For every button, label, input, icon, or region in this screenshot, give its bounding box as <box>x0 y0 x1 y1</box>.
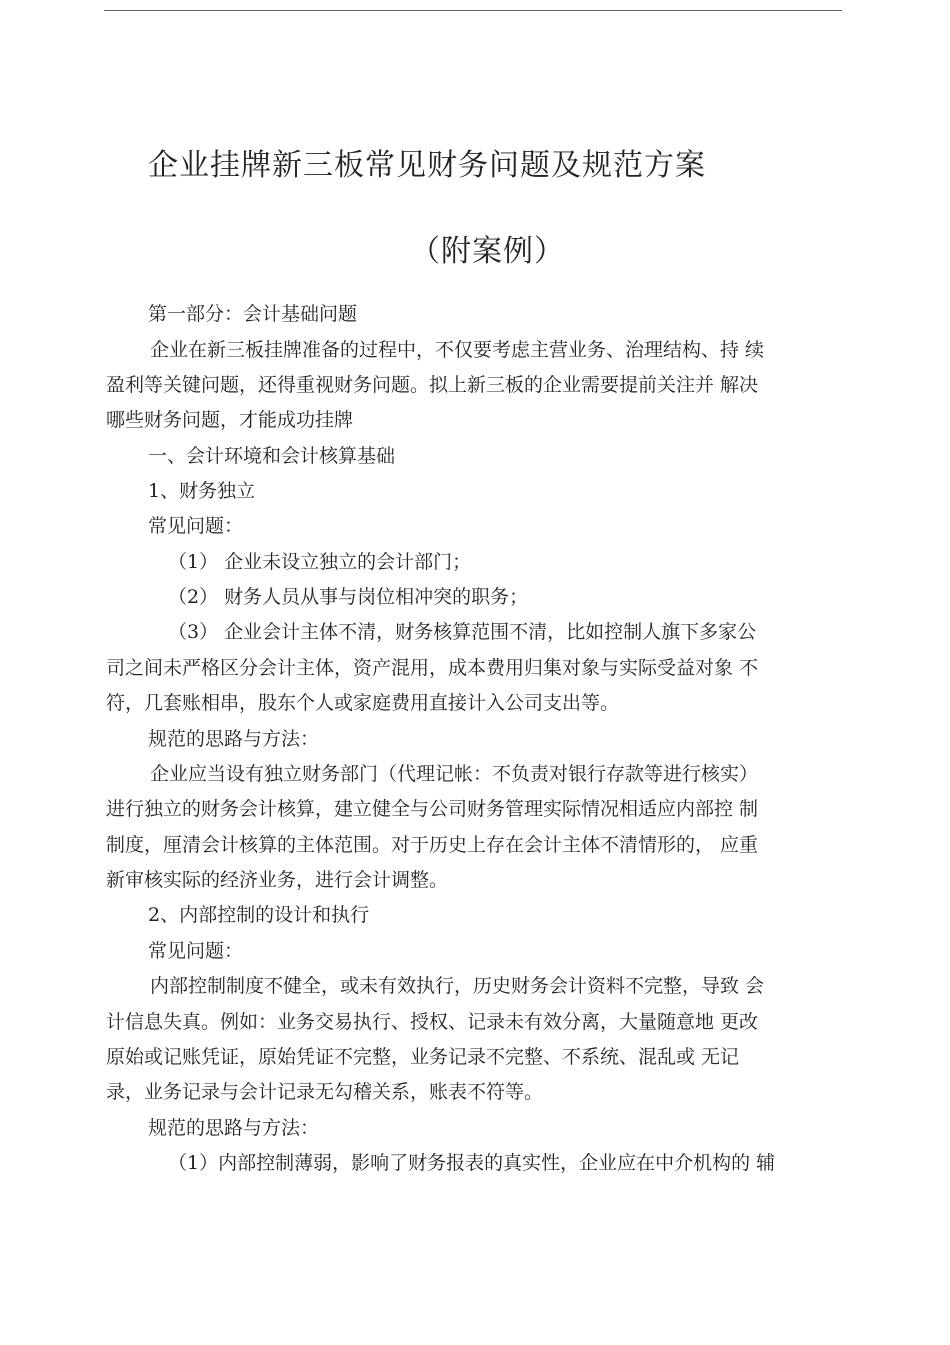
paragraph-line: 企业应当设有独立财务部门（代理记帐：不负责对银行存款等进行核实） <box>150 763 759 785</box>
header-rule <box>104 10 842 11</box>
paragraph-line: 哪些财务问题，才能成功挂牌 <box>106 409 354 431</box>
list-item: （1）内部控制薄弱，影响了财务报表的真实性，企业应在中介机构的 辅 <box>168 1152 776 1174</box>
label-line: 规范的思路与方法： <box>148 1117 320 1139</box>
paragraph-line: 计信息失真。例如：业务交易执行、授权、记录未有效分离，大量随意地 更改 <box>106 1011 759 1033</box>
list-item: （2） 财务人员从事与岗位相冲突的职务； <box>168 586 529 608</box>
subsection-heading: 一、会计环境和会计核算基础 <box>148 445 396 467</box>
label-line: 规范的思路与方法： <box>148 728 320 750</box>
paragraph-line: 企业在新三板挂牌准备的过程中，不仅要考虑主营业务、治理结构、持 续 <box>150 339 765 361</box>
paragraph-line: 新审核实际的经济业务，进行会计调整。 <box>106 869 449 891</box>
paragraph-line: 盈利等关键问题，还得重视财务问题。拟上新三板的企业需要提前关注并 解决 <box>106 374 759 396</box>
document-subtitle: （附案例） <box>410 234 565 269</box>
paragraph-line: 原始或记账凭证，原始凭证不完整，业务记录不完整、不系统、混乱或 无记 <box>106 1046 740 1068</box>
document-title: 企业挂牌新三板常见财务问题及规范方案 <box>148 148 706 183</box>
list-item: （1） 企业未设立独立的会计部门； <box>168 551 472 573</box>
section-heading: 第一部分：会计基础问题 <box>148 303 358 325</box>
list-item: （3） 企业会计主体不清，财务核算范围不清，比如控制人旗下多家公 <box>168 621 757 643</box>
paragraph-line: 录，业务记录与会计记录无勾稽关系，账表不符等。 <box>106 1081 544 1103</box>
paragraph-line: 司之间未严格区分会计主体，资产混用，成本费用归集对象与实际受益对象 不 <box>106 657 759 679</box>
item-heading: 2、内部控制的设计和执行 <box>148 904 370 926</box>
paragraph-line: 内部控制制度不健全，或未有效执行，历史财务会计资料不完整，导致 会 <box>150 975 765 997</box>
paragraph-line: 符，几套账相串，股东个人或家庭费用直接计入公司支出等。 <box>106 692 620 714</box>
item-heading: 1、财务独立 <box>148 480 256 502</box>
paragraph-line: 进行独立的财务会计核算，建立健全与公司财务管理实际情况相适应内部控 制 <box>106 798 759 820</box>
paragraph-line: 制度，厘清会计核算的主体范围。对于历史上存在会计主体不清情形的， 应重 <box>106 834 759 856</box>
label-line: 常见问题： <box>148 515 244 537</box>
label-line: 常见问题： <box>148 940 244 962</box>
